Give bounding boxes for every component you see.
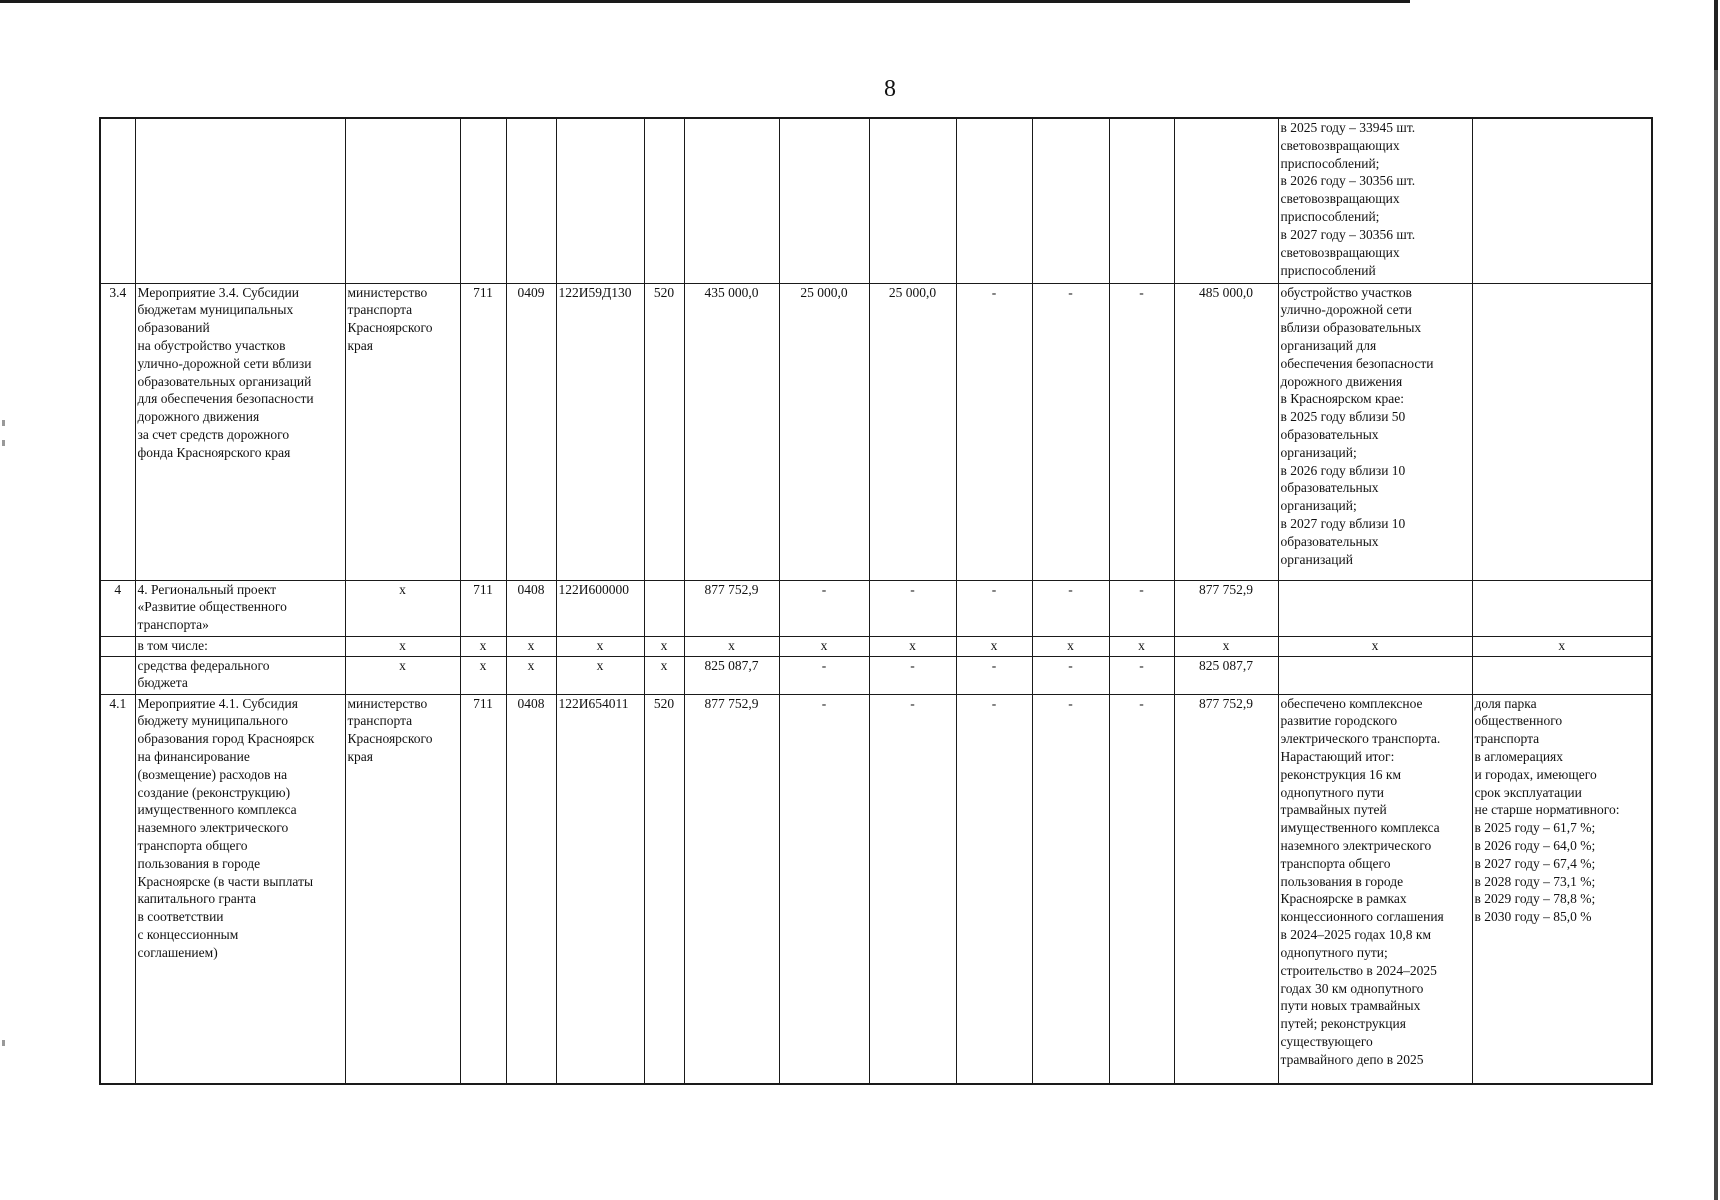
executor — [345, 118, 460, 283]
amount-2027: - — [869, 694, 956, 1084]
measure-name: Мероприятие 4.1. Субсидия бюджету муниципального образования город Красноярск на финансирование (возмещение) расходов на создание (реконструкцию) имущественного комплекса наземного электрического транспорта общего пользования в городе Красноярске (в части выплаты капитального гранта в соответствии с концессионным соглашением) — [135, 694, 345, 1084]
measure-name: в том числе: — [135, 636, 345, 656]
amount-2029: - — [1032, 283, 1109, 580]
grbs-code: 711 — [460, 694, 506, 1084]
executor: х — [345, 580, 460, 636]
scan-border-right — [1714, 0, 1718, 1200]
grbs-code — [460, 118, 506, 283]
amount-2025 — [684, 118, 779, 283]
amount-2029 — [1032, 118, 1109, 283]
row-number — [100, 656, 135, 694]
amount-2029: - — [1032, 580, 1109, 636]
rzpr-code — [506, 118, 556, 283]
executor: х — [345, 636, 460, 656]
amount-2029: - — [1032, 694, 1109, 1084]
amount-2025: 825 087,7 — [684, 656, 779, 694]
amount-2027: х — [869, 636, 956, 656]
expected-result: обустройство участков улично-дорожной сети вблизи образовательных организаций для обеспечения безопасности дорожного движения в Красноярском крае: в 2025 году вблизи 50 образовательных организаций; в 2026 году вблизи 10 образовательных организаций; в 2027 году вблизи 10 образовательных организаций — [1278, 283, 1472, 580]
measure-name: 4. Региональный проект «Развитие общественного транспорта» — [135, 580, 345, 636]
amount-2027: 25 000,0 — [869, 283, 956, 580]
indicator — [1472, 656, 1652, 694]
amount-2030: х — [1109, 636, 1174, 656]
amount-2029: х — [1032, 636, 1109, 656]
amount-2028 — [956, 118, 1032, 283]
csr-code: 122И600000 — [556, 580, 644, 636]
amount-2028: х — [956, 636, 1032, 656]
vr-code — [644, 580, 684, 636]
csr-code — [556, 118, 644, 283]
amount-2030: - — [1109, 656, 1174, 694]
measure-name — [135, 118, 345, 283]
rzpr-code: 0408 — [506, 580, 556, 636]
amount-2027: - — [869, 580, 956, 636]
amount-2028: - — [956, 694, 1032, 1084]
amount-2028: - — [956, 580, 1032, 636]
grbs-code: х — [460, 656, 506, 694]
amount-total: 877 752,9 — [1174, 580, 1278, 636]
amount-2026: - — [779, 580, 869, 636]
expected-result: в 2025 году – 33945 шт. световозвращающих приспособлений; в 2026 году – 30356 шт. световозвращающих приспособлений; в 2027 году – 30356 шт. световозвращающих приспособлений — [1278, 118, 1472, 283]
rzpr-code: 0408 — [506, 694, 556, 1084]
rzpr-code: х — [506, 656, 556, 694]
vr-code: 520 — [644, 694, 684, 1084]
amount-total — [1174, 118, 1278, 283]
amount-total: 877 752,9 — [1174, 694, 1278, 1084]
amount-2030: - — [1109, 283, 1174, 580]
csr-code: х — [556, 656, 644, 694]
indicator: х — [1472, 636, 1652, 656]
expected-result: обеспечено комплексное развитие городского электрического транспорта. Нарастающий итог: реконструкция 16 км однопутного пути трамвайных путей имущественного комплекса наземного электрического транспорта общего пользования в городе Красноярске в рамках концессионного соглашения в 2024–2025 годах 10,8 км однопутного пути; строительство в 2024–2025 годах 30 км однопутного пути новых трамвайных путей; реконструкция существующего трамвайного депо в 2025 — [1278, 694, 1472, 1084]
vr-code — [644, 118, 684, 283]
amount-2030: - — [1109, 694, 1174, 1084]
scan-border-top — [0, 0, 1410, 3]
executor: министерство транспорта Красноярского края — [345, 283, 460, 580]
row-number — [100, 118, 135, 283]
amount-2027: - — [869, 656, 956, 694]
row-number — [100, 636, 135, 656]
indicator — [1472, 283, 1652, 580]
amount-2030 — [1109, 118, 1174, 283]
amount-2028: - — [956, 283, 1032, 580]
grbs-code: х — [460, 636, 506, 656]
scan-artifact — [2, 440, 5, 446]
executor: министерство транспорта Красноярского края — [345, 694, 460, 1084]
measure-name: средства федерального бюджета — [135, 656, 345, 694]
amount-total: 825 087,7 — [1174, 656, 1278, 694]
rzpr-code: 0409 — [506, 283, 556, 580]
csr-code: 122И59Д130 — [556, 283, 644, 580]
vr-code: х — [644, 636, 684, 656]
amount-2025: 877 752,9 — [684, 694, 779, 1084]
expected-result — [1278, 580, 1472, 636]
table-row — [100, 118, 1652, 283]
csr-code: 122И654011 — [556, 694, 644, 1084]
amount-2029: - — [1032, 656, 1109, 694]
executor: х — [345, 656, 460, 694]
rzpr-code: х — [506, 636, 556, 656]
table-row — [100, 656, 1652, 694]
amount-2025: 435 000,0 — [684, 283, 779, 580]
amount-2026: х — [779, 636, 869, 656]
amount-2026 — [779, 118, 869, 283]
expected-result — [1278, 656, 1472, 694]
row-number: 4.1 — [100, 694, 135, 1084]
program-table — [99, 117, 1653, 1085]
indicator — [1472, 118, 1652, 283]
row-number: 4 — [100, 580, 135, 636]
expected-result: х — [1278, 636, 1472, 656]
amount-2026: 25 000,0 — [779, 283, 869, 580]
scan-artifact — [2, 420, 5, 426]
indicator: доля парка общественного транспорта в агломерациях и городах, имеющего срок эксплуатации не старше нормативного: в 2025 году – 61,7 %; в 2026 году – 64,0 %; в 2027 году – 67,4 %; в 2028 году – 73,1 %; в 2029 году – 78,8 %; в 2030 году – 85,0 % — [1472, 694, 1652, 1084]
amount-2025: 877 752,9 — [684, 580, 779, 636]
amount-2027 — [869, 118, 956, 283]
scan-artifact — [2, 1040, 5, 1046]
row-number: 3.4 — [100, 283, 135, 580]
amount-2026: - — [779, 694, 869, 1084]
table-row — [100, 636, 1652, 656]
grbs-code: 711 — [460, 580, 506, 636]
vr-code: х — [644, 656, 684, 694]
amount-2028: - — [956, 656, 1032, 694]
vr-code: 520 — [644, 283, 684, 580]
table-row — [100, 694, 1652, 1084]
grbs-code: 711 — [460, 283, 506, 580]
amount-2025: х — [684, 636, 779, 656]
amount-2030: - — [1109, 580, 1174, 636]
amount-2026: - — [779, 656, 869, 694]
indicator — [1472, 580, 1652, 636]
table-row — [100, 283, 1652, 580]
amount-total: х — [1174, 636, 1278, 656]
page-number: 8 — [884, 76, 896, 102]
csr-code: х — [556, 636, 644, 656]
measure-name: Мероприятие 3.4. Субсидии бюджетам муниципальных образований на обустройство участков улично-дорожной сети вблизи образовательных организаций для обеспечения безопасности дорожного движения за счет средств дорожного фонда Красноярского края — [135, 283, 345, 580]
amount-total: 485 000,0 — [1174, 283, 1278, 580]
table-row — [100, 580, 1652, 636]
